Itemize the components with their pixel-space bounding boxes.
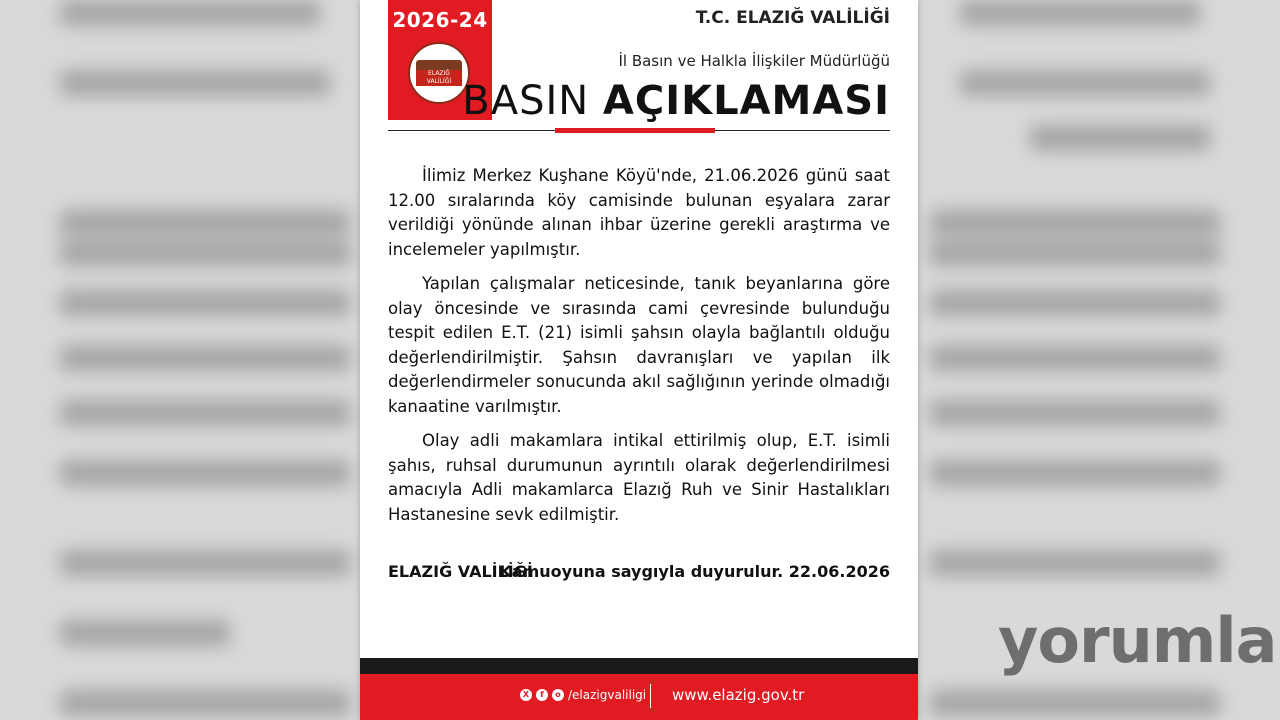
release-body	[388, 164, 890, 537]
closing-statement: Kamuoyuna saygıyla duyurulur. 22.06.2026	[499, 562, 890, 581]
social-handle[interactable]: /elazigvaliligi	[568, 688, 647, 702]
x-icon[interactable]: X	[520, 689, 532, 701]
press-release-document	[360, 0, 918, 720]
site-watermark: yorumla	[998, 604, 1277, 677]
press-heading	[462, 78, 890, 124]
governorship-logo	[408, 42, 470, 104]
press-heading-bold: AÇIKLAMASI	[602, 78, 890, 124]
paragraph-2: Yapılan çalışmalar neticesinde, tanık beyanlarına göre olay öncesinde ve sırasında cami çevresinde bulunduğu tespit edilen E.T. (21) isimli şahsın olayla bağlantılı olduğu değerlendirilmiştir. Şahsın davranışları ve yapılan ilk değerlendirmeler sonucunda akıl sağlığının yerinde olmadığı kanaatine varılmıştır.	[388, 274, 890, 416]
paragraph-1: İlimiz Merkez Kuşhane Köyü'nde, 21.06.2026 günü saat 12.00 sıralarında köy camisinde bulunan eşyalara zarar verildiği yönünde alınan ihbar üzerine gerekli araştırma ve incelemeler yapılmıştır.	[388, 166, 890, 259]
castle-icon	[416, 60, 462, 86]
org-subtitle: İl Basın ve Halkla İlişkiler Müdürlüğü	[618, 52, 890, 70]
footer-dark-band	[360, 658, 918, 674]
logo-label: ELAZIĞ VALİLİĞİ	[416, 70, 462, 86]
paragraph-3: Olay adli makamlara intikal ettirilmiş olup, E.T. isimli şahıs, ruhsal durumunun ayrıntılı olarak değerlendirilmesi amacıyla Adli makamlarca Elazığ Ruh ve Sinir Hastalıkları Hastanesine sevk edilmiştir.	[388, 431, 890, 524]
footer-divider	[650, 684, 651, 708]
instagram-icon[interactable]: o	[552, 689, 564, 701]
signature: ELAZIĞ VALİLİĞİ	[388, 562, 533, 581]
website-link[interactable]: www.elazig.gov.tr	[672, 686, 805, 704]
press-heading-light: BASIN	[462, 78, 590, 124]
issue-number: 2026-24	[392, 8, 488, 32]
org-title: T.C. ELAZIĞ VALİLİĞİ	[695, 8, 890, 28]
facebook-icon[interactable]: f	[536, 689, 548, 701]
header-accent-line	[555, 128, 715, 133]
footer	[360, 674, 918, 720]
social-links	[520, 688, 646, 702]
